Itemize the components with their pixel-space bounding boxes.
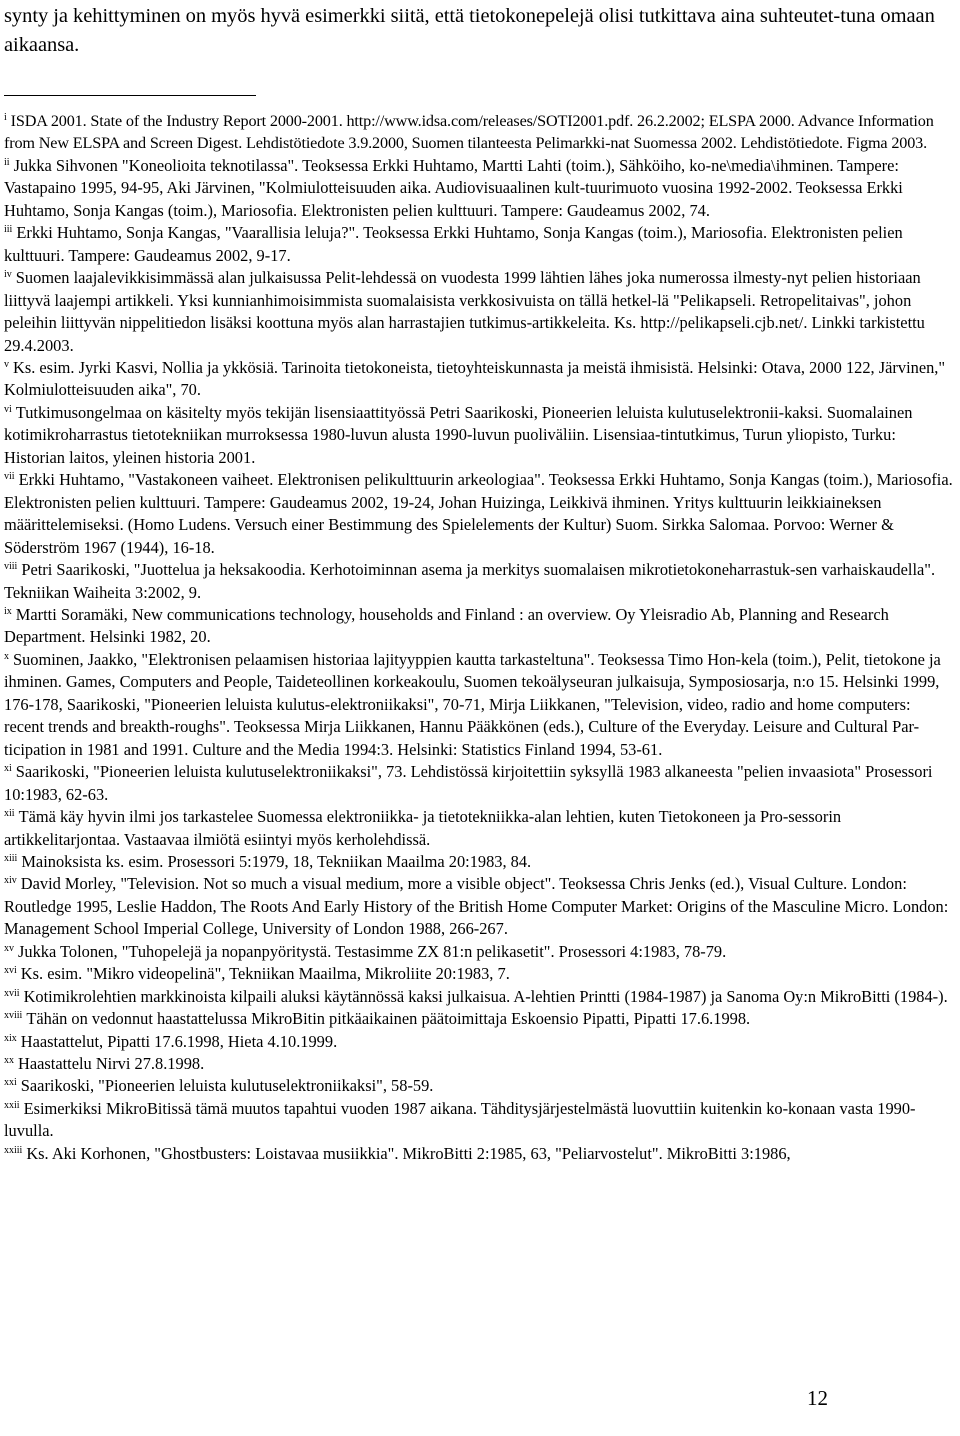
footnote-text: Saarikoski, "Pioneerien leluista kulutuselektroniikaksi", 73. Lehdistössä kirjoitettiin syksyllä 1983 alkaneesta "pelien invaasiota" Prosessori 10:1983, 62-63. xyxy=(4,762,933,804)
document-page xyxy=(4,0,954,1165)
footnote xyxy=(4,851,954,873)
footnote xyxy=(4,559,954,604)
footnote-marker: vi xyxy=(4,403,12,415)
footnote-text: Tähän on vedonnut haastattelussa MikroBitin pitkäaikainen päätoimittaja Eskoensio Pipatti, Pipatti 17.6.1998. xyxy=(26,1009,751,1029)
footnote xyxy=(4,1143,954,1165)
footnote-text: Saarikoski, "Pioneerien leluista kulutuselektroniikaksi", 58-59. xyxy=(20,1076,434,1096)
footnote-marker: xi xyxy=(4,763,12,775)
footnote-text: Ks. Aki Korhonen, "Ghostbusters: Loistavaa musiikkia". MikroBitti 2:1985, 63, "Peliarvostelut". MikroBitti 3:1986, xyxy=(26,1143,791,1163)
footnote-marker: iii xyxy=(4,224,13,236)
footnote-text: Ks. esim. "Mikro videopelinä", Tekniikan Maailma, Mikroliite 20:1983, 7. xyxy=(20,964,510,984)
footnote xyxy=(4,155,954,222)
footnote-marker: xx xyxy=(4,1055,14,1067)
footnote-text: Martti Soramäki, New communications technology, households and Finland : an overview. Oy Yleisradio Ab, Planning and Research Department. Helsinki 1982, 20. xyxy=(4,604,889,647)
footnote xyxy=(4,267,954,357)
footnote-text: Petri Saarikoski, "Juottelua ja heksakoodia. Kerhotoiminnan asema ja merkitys suomalaisen mikrotietokoneharrastuk-sen varhaiskaudella". Tekniikan Waiheita 3:2002, 9. xyxy=(4,560,936,602)
footnote-marker: xii xyxy=(4,808,15,820)
footnote-marker: viii xyxy=(4,561,18,573)
footnote-marker: xviii xyxy=(4,1010,23,1022)
footnote xyxy=(4,649,954,761)
footnote xyxy=(4,469,954,559)
footnote-marker: xvi xyxy=(4,965,17,977)
footnote-marker: xiii xyxy=(4,852,18,864)
footnote xyxy=(4,986,954,1008)
page-number: 12 xyxy=(807,1386,828,1410)
footnote-marker: xiv xyxy=(4,875,17,887)
footnote-marker: xxii xyxy=(4,1099,20,1111)
footnote xyxy=(4,963,954,985)
footnote-marker: v xyxy=(4,358,9,370)
footnote-text: Ks. esim. Jyrki Kasvi, Nollia ja ykkösiä. Tarinoita tietokoneista, tietoyhteiskunnasta ja meistä ihmisistä. Helsinki: Otava, 2000 122, Järvinen," Kolmiulotteisuuden aika", 70. xyxy=(4,357,946,400)
footnote-text: Mainoksista ks. esim. Prosessori 5:1979, 18, Tekniikan Maailma 20:1983, 84. xyxy=(21,851,532,871)
footnote xyxy=(4,222,954,267)
footnote xyxy=(4,604,954,649)
footnote xyxy=(4,941,954,963)
footnote-separator xyxy=(4,95,256,96)
footnote xyxy=(4,110,954,155)
footnote xyxy=(4,1053,954,1075)
footnote-text: Erkki Huhtamo, Sonja Kangas, "Vaarallisia leluja?". Teoksessa Erkki Huhtamo, Sonja Kangas (toim.), Mariosofia. Elektronisten pelien kulttuuri. Tampere: Gaudeamus 2002, 9-17. xyxy=(4,223,903,265)
footnote xyxy=(4,402,954,469)
footnote-marker: xxi xyxy=(4,1077,17,1089)
footnote xyxy=(4,1031,954,1053)
footnote-text: Jukka Sihvonen "Koneolioita teknotilassa". Teoksessa Erkki Huhtamo, Martti Lahti (toim.), Sähköiho, ko-ne\media\ihminen. Tampere: Vastapaino 1995, 94-95, Aki Järvinen, "Kolmiulotteisuuden aika. Audiovisuaalinen kult-tuurimuoto vuosina 1992-2002. Teoksessa Erkki Huhtamo, Sonja Kangas (toim.), Mariosofia. Elektronisten pelien kulttuuri. Tampere: Gaudeamus 2002, 74. xyxy=(4,155,903,220)
footnote xyxy=(4,1075,954,1097)
footnote-marker: vii xyxy=(4,471,15,483)
footnote-marker: iv xyxy=(4,269,12,281)
intro-paragraph: synty ja kehittyminen on myös hyvä esimerkki siitä, että tietokonepelejä olisi tutkittava aina suhteutet-tuna omaan aikaansa. xyxy=(4,5,935,56)
footnote-marker: ii xyxy=(4,156,10,168)
footnote-text: Haastattelut, Pipatti 17.6.1998, Hieta 4.10.1999. xyxy=(20,1031,338,1051)
footnote-text: Tämä käy hyvin ilmi jos tarkastelee Suomessa elektroniikka- ja tietotekniikka-alan lehtien, kuten Tietokoneen ja Pro-sessorin artikkelitarjontaa. Vastaavaa ilmiötä esiintyi myös kerholehdissä. xyxy=(4,807,842,849)
footnote-marker: xv xyxy=(4,942,14,954)
footnote-text: Esimerkiksi MikroBitissä tämä muutos tapahtui vuoden 1987 aikana. Tähditysjärjestelmästä luovuttiin kuitenkin ko-konaan vasta 1990-luvulla. xyxy=(4,1098,916,1141)
footnote-text: Erkki Huhtamo, "Vastakoneen vaiheet. Elektronisen pelikulttuurin arkeologiaa". Teoksessa Erkki Huhtamo, Sonja Kangas (toim.), Mariosofia. Elektronisten pelien kulttuuri. Tampere: Gaudeamus 2002, 19-24, Johan Huizinga, Leikkivä ihminen. Yritys kulttuurin leikkiaineksen määrittelemiseksi. (Homo Ludens. Versuch einer Bestimmung des Spielelements der Kultur) Suom. Sirkka Salomaa. Porvoo: Werner & Söderström 1967 (1944), 16-18. xyxy=(4,470,953,557)
footnote xyxy=(4,1008,954,1030)
footnote-marker: xvii xyxy=(4,987,20,999)
footnote-marker: ix xyxy=(4,605,12,617)
footnote-text: Jukka Tolonen, "Tuhopelejä ja nopanpyöritystä. Testasimme ZX 81:n pelikasetit". Prosessori 4:1983, 78-79. xyxy=(18,941,727,961)
footnote-marker: xix xyxy=(4,1032,17,1044)
footnote xyxy=(4,1098,954,1143)
footnote xyxy=(4,761,954,806)
footnote xyxy=(4,357,954,402)
footnote-marker: i xyxy=(4,112,7,123)
footnote-marker: x xyxy=(4,650,9,662)
footnote-marker: xxiii xyxy=(4,1144,23,1156)
footnote-text: Haastattelu Nirvi 27.8.1998. xyxy=(18,1054,205,1074)
footnote-text: Suomen laajalevikkisimmässä alan julkaisussa Pelit-lehdessä on vuodesta 1999 lähtien lähes joka numerossa ilmesty-nyt pelien historiaan liittyvä laajempi artikkeli. Yksi kunnianhimoisimmista suomalaisista verkkosivuista on tällä hetkel-lä "Pelikapseli. Retropelitaivas", johon peleihin liittyvän nippelitiedon lisäksi koottuna myös alan harrastajien tutkimus-artikkeleita. Ks. http://pelikapseli.cjb.net/. Linkki tarkistettu 29.4.2003. xyxy=(4,268,925,355)
footnote-text: Tutkimusongelmaa on käsitelty myös tekijän lisensiaattityössä Petri Saarikoski, Pioneerien leluista kulutuselektronii-kaksi. Suomalainen kotimikroharrastus tietotekniikan murroksessa 1980-luvun alusta 1990-luvun puoliväliin. Lisensiaa-tintutkimus, Turun yliopisto, Turku: Historian laitos, yleinen historia 2001. xyxy=(4,402,913,467)
footnote-text: ISDA 2001. State of the Industry Report 2000-2001. http://www.idsa.com/releases/SOTI2001.pdf. 26.2.2002; ELSPA 2000. Advance Information from New ELSPA and Screen Digest. Lehdistötiedote 3.9.2000, Suomen tilanteesta Pelimarkki-nat Suomessa 2002. Lehdistötiedote. Figma 2003. xyxy=(4,112,934,153)
footnote xyxy=(4,806,954,851)
footnote-text: David Morley, "Television. Not so much a visual medium, more a visible object". Teoksessa Chris Jenks (ed.), Visual Culture. London: Routledge 1995, Leslie Haddon, The Roots And Early History of the British Home Computer Market: Origins of the Masculine Micro. London: Management School Imperial College, University of London 1988, 266-267. xyxy=(4,874,949,939)
footnote xyxy=(4,873,954,940)
footnote-text: Kotimikrolehtien markkinoista kilpaili aluksi käytännössä kaksi julkaisua. A-lehtien Printti (1984-1987) ja Sanoma Oy:n MikroBitti (1984-). xyxy=(23,986,948,1006)
footnotes-list xyxy=(4,110,954,1165)
footnote-text: Suominen, Jaakko, "Elektronisen pelaamisen historiaa lajityyppien kautta tarkasteltuna". Teoksessa Timo Hon-kela (toim.), Pelit, tietokone ja ihminen. Games, Computers and People, Taideteollinen korkeakoulu, Suomen tekoälyseuran julkaisuja, Symposiosarja, n:o 15. Helsinki 1999, 176-178, Saarikoski, "Pioneerien leluista kulutus-elektroniikaksi", 70-71, Mirja Liikkanen, "Television, video, radio and home computers: recent trends and breakth-roughs". Teoksessa Mirja Liikkanen, Hannu Pääkkönen (eds.), Culture of the Everyday. Leisure and Cultural Par-ticipation in 1981 and 1991. Culture and the Media 1994:3. Helsinki: Statistics Finland 1994, 53-61. xyxy=(4,649,941,759)
